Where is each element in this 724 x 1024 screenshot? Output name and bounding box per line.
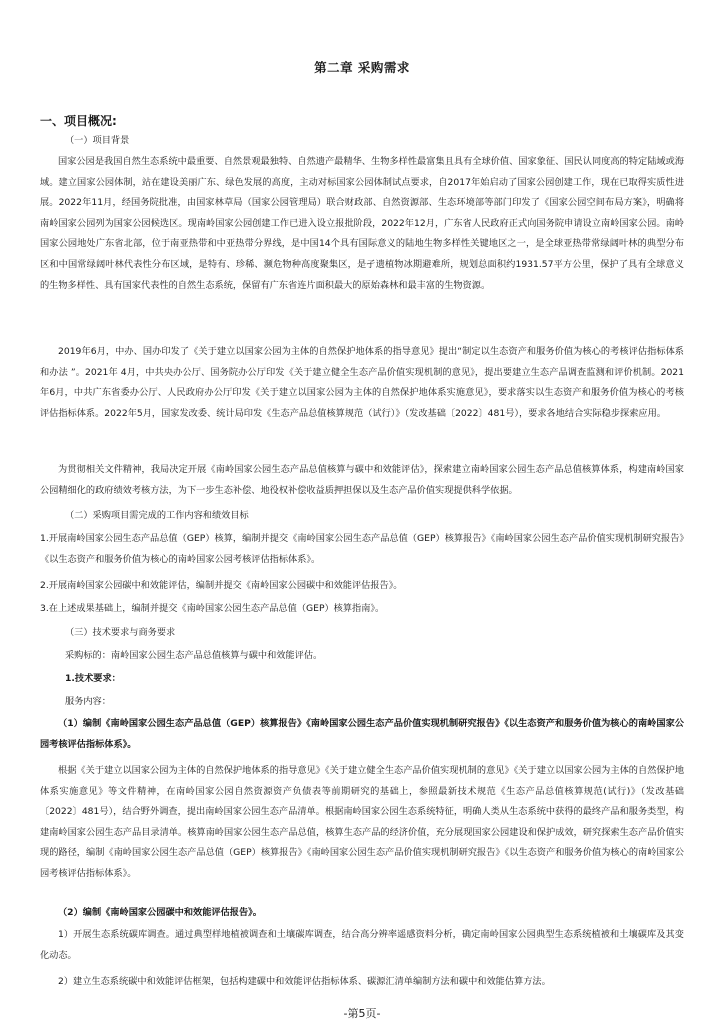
background-paragraph-2: 2019年6月，中办、国办印发了《关于建立以国家公园为主体的自然保护地体系的指导意见》提出“制定以生态资产和服务价值为核心的考核评估指标体系和办法 ”。2021年 4月，中共央办公厅、国务院办公厅印发《关于建立健全生态产品价值实现机制的意见》，提出要建立生态产品调查监测和评价机制。2021年6月，中共广东省委办公厅、人民政府办公厅印发《关于建立以国家公园为主体的自然保护地体系实施意见》，要求落实以生态资产和服务价值为核心的考核评估指标体系。2022年5月，国家发改委、统计局印发《生态产品总值核算规范（试行）》（发改基础〔2022〕481号），要求各地结合实际稳步探索应用。 [40,346,684,419]
procurement-target: 采购标的：南岭国家公园生态产品总值核算与碳中和效能评估。 [65,650,323,661]
item-2-title: （2）编制《南岭国家公园碳中和效能评估报告》。 [58,907,262,918]
task-item-2: 2.开展南岭国家公园碳中和效能评估，编制并提交《南岭国家公园碳中和效能评估报告》。 [40,580,403,591]
item-2-point-1: 1）开展生态系统碳库调查。通过典型样地植被调查和土壤碳库调查，结合高分辨率遥感资料分析，确定南岭国家公园典型生态系统植被和土壤碳库及其变化动态。 [40,929,684,961]
item-2-point-2: 2）建立生态系统碳中和效能评估框架，包括构建碳中和效能评估指标体系、碳源汇清单编制方法和碳中和效能估算方法。 [58,976,551,987]
item-1-body: 根据《关于建立以国家公园为主体的自然保护地体系的指导意见》《关于建立健全生态产品价值实现机制的意见》《关于建立以国家公园为主体的自然保护地体系实施意见》等文件精神，在南岭国家公园自然资源资产负债表等前期研究的基础上，参照最新技术规范《生态产品总值核算规范(试行)》（发改基础〔2022〕481号），结合野外调查，提出南岭国家公园生态产品清单。根据南岭国家公园生态系统特征，明确人类从生态系统中获得的最终产品和服务类型，构建南岭国家公园生态产品目录清单。核算南岭国家公园生态产品总值，核算生态产品的经济价值，充分展现国家公园建设和保护成效，研究探索生态产品价值实现的路径，编制《南岭国家公园生态产品总值（GEP）核算报告》《南岭国家公园生态产品价值实现机制研究报告》《以生态资产和服务价值为核心的南岭国家公园考核评估指标体系》。 [40,765,684,879]
task-item-1: 1.开展南岭国家公园生态产品总值（GEP）核算，编制并提交《南岭国家公园生态产品总值（GEP）核算报告》《南岭国家公园生态产品价值实现机制研究报告》《以生态资产和服务价值为核心的南岭国家公园考核评估指标体系》。 [40,533,684,565]
item-1-title: （1）编制《南岭国家公园生态产品总值（GEP）核算报告》《南岭国家公园生态产品价值实现机制研究报告》《以生态资产和服务价值为核心的南岭国家公园考核评估指标体系》。 [40,718,684,750]
tech-heading: （三）技术要求与商务要求 [65,627,176,638]
service-content-label: 服务内容： [65,696,111,707]
background-paragraph-1: 国家公园是我国自然生态系统中最重要、自然景观最独特、自然遗产最精华、生物多样性最富集且具有全球价值、国家象征、国民认同度高的特定陆域或海域。建立国家公园体制，站在建设美丽广东、绿色发展的高度，主动对标国家公园体制试点要求，自2017年始启动了国家公园创建工作，现在已取得实质性进展。2022年11月，经国务院批准，由国家林草局（国家公园管理局）联合财政部、自然资源部、生态环境部等部门印发了《国家公园空间布局方案》，明确将南岭国家公园列为国家公园候选区。现南岭国家公园创建工作已进入设立报批阶段，2022年12月，广东省人民政府正式向国务院申请设立南岭国家公园。南岭国家公园地处广东省北部，位于南亚热带和中亚热带分界线，是中国14个具有国际意义的陆地生物多样性关键地区之一，是全球亚热带常绿阔叶林的典型分布区和中国常绿阔叶林代表性分布区域，是特有、珍稀、濒危物种高度聚集区，是孑遗植物冰期避难所，规划总面积约1931.57平方公里，保护了具有全球意义的生物多样性、具有国家代表性的自然生态系统，保留有广东省连片面积最大的原始森林和最丰富的生物资源。 [40,156,684,291]
section-title: 一、项目概况: [40,114,117,128]
page-number: -第5页- [343,1007,381,1020]
task-item-3: 3.在上述成果基础上，编制并提交《南岭国家公园生态产品总值（GEP）核算指南》。 [40,603,385,614]
background-heading: （一）项目背景 [65,135,130,146]
tech-requirements-label: 1.技术要求： [65,673,121,684]
chapter-title: 第二章 采购需求 [314,60,410,75]
tasks-heading: （二）采购项目需完成的工作内容和绩效目标 [65,510,249,521]
background-paragraph-3: 为贯彻相关文件精神，我局决定开展《南岭国家公园生态产品总值核算与碳中和效能评估》，探索建立南岭国家公园生态产品总值核算体系，构建南岭国家公园精细化的政府绩效考核方法，为下一步生态补偿、地役权补偿收益质押担保以及生态产品价值实现提供科学依据。 [40,464,684,496]
